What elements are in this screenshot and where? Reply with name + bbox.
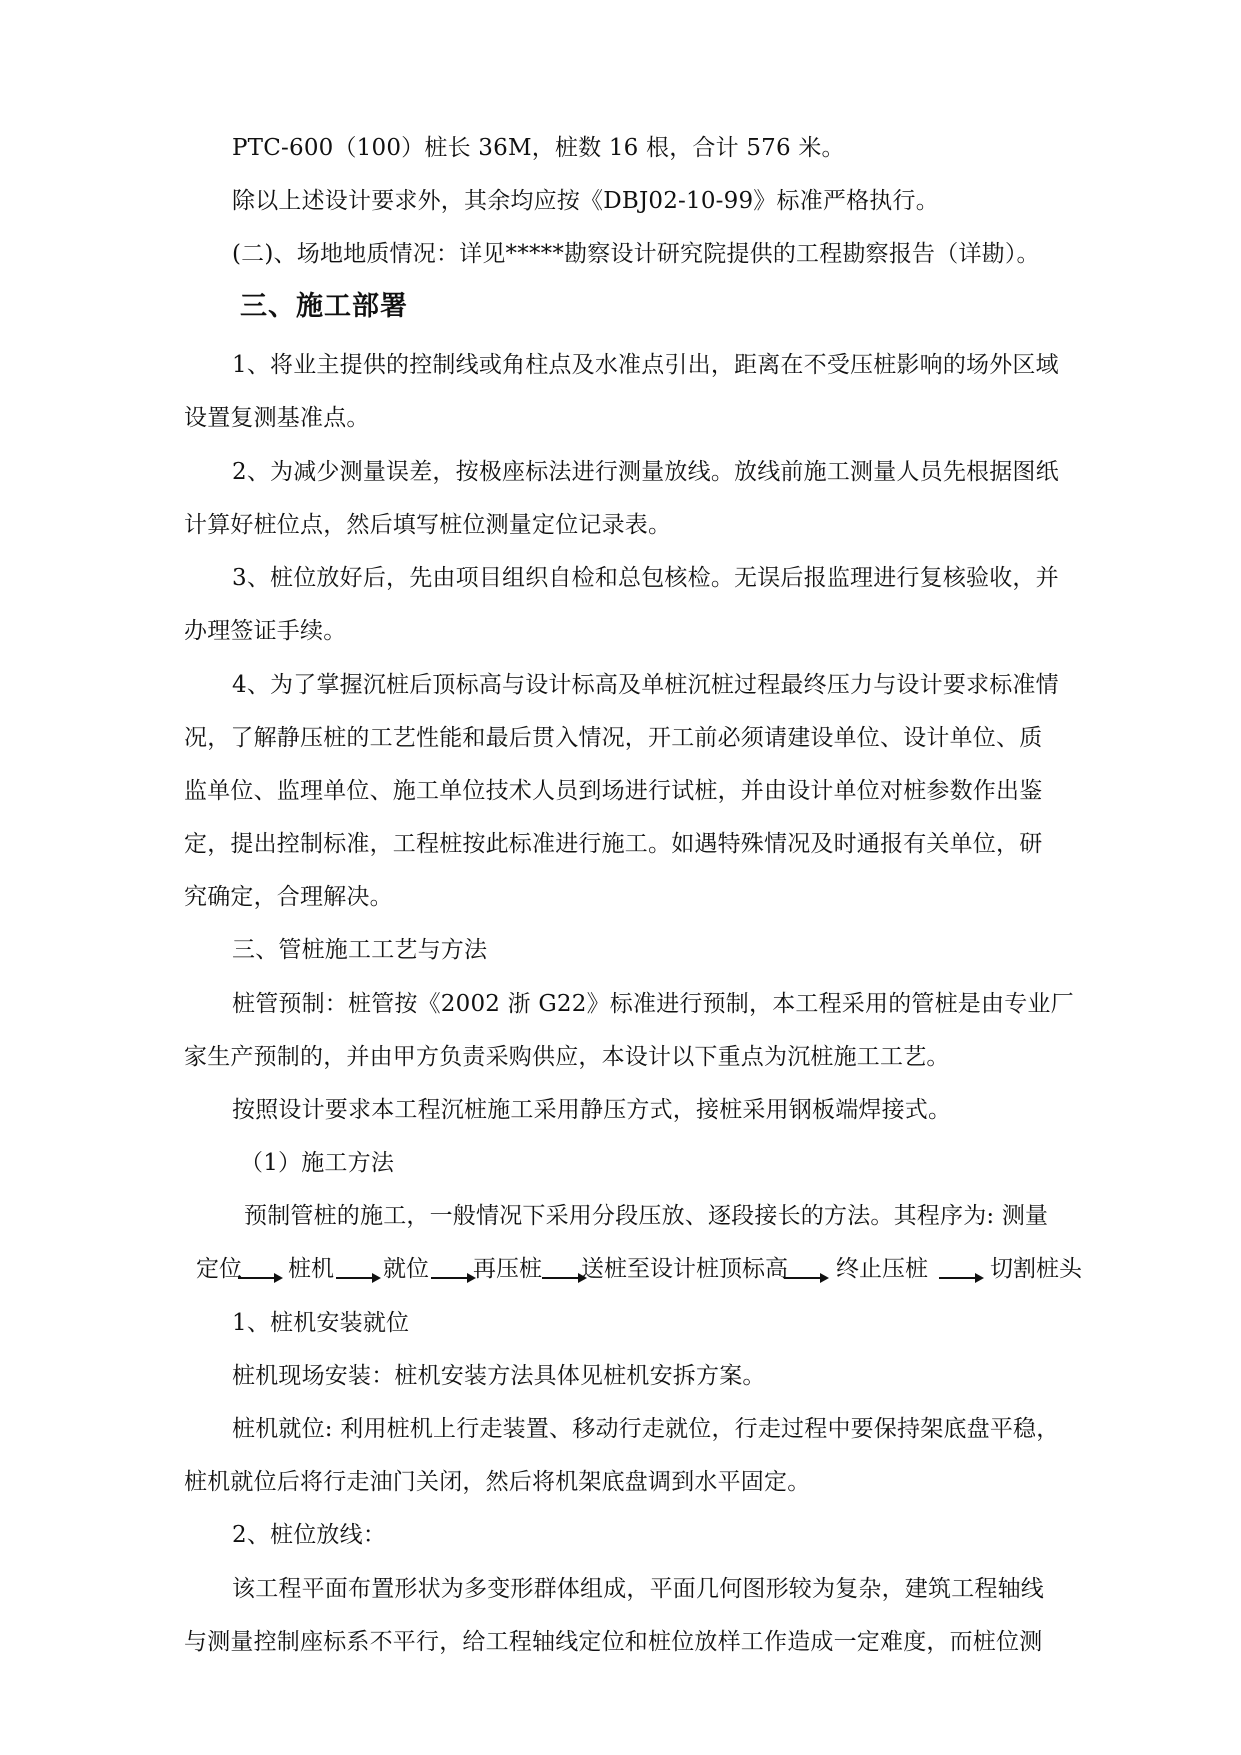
text-line: 2、为减少测量误差，按极座标法进行测量放线。放线前施工测量人员先根据图纸 — [232, 459, 1059, 485]
text-line: 1、桩机安装就位 — [232, 1310, 410, 1336]
text-line: 3、桩位放好后，先由项目组织自检和总包核检。无误后报监理进行复核验收，并 — [232, 565, 1059, 591]
text-line: 桩机就位: 利用桩机上行走装置、移动行走就位，行走过程中要保持架底盘平稳， — [232, 1416, 1060, 1442]
flow-step: 再压桩 — [473, 1256, 542, 1282]
section-subheading: 三、管桩施工工艺与方法 — [232, 937, 488, 963]
text-line: 桩机就位后将行走油门关闭，然后将机架底盘调到水平固定。 — [184, 1469, 811, 1495]
flow-step: 送桩至设计桩顶标高 — [581, 1256, 788, 1282]
text-line: PTC-600（100）桩长 36M，桩数 16 根，合计 576 米。 — [232, 135, 845, 161]
flow-step: 桩机 — [288, 1256, 334, 1282]
section-heading: 三、施工部署 — [240, 291, 408, 322]
text-line: 1、将业主提供的控制线或角柱点及水准点引出，距离在不受压桩影响的场外区域 — [232, 352, 1059, 378]
text-line: 究确定，合理解决。 — [184, 884, 393, 910]
arrow-right-icon — [236, 1264, 284, 1284]
text-line: 2、桩位放线： — [232, 1522, 387, 1548]
flow-step: 终止压桩 — [836, 1256, 928, 1282]
text-line: 办理签证手续。 — [184, 618, 347, 644]
text-line: 监单位、监理单位、施工单位技术人员到场进行试桩，并由设计单位对桩参数作出鉴 — [184, 778, 1043, 804]
arrow-right-icon — [429, 1264, 477, 1284]
text-line: 除以上述设计要求外，其余均应按《DBJ02-10-99》标准严格执行。 — [232, 188, 939, 214]
text-line: 桩管预制：桩管按《2002 浙 G22》标准进行预制，本工程采用的管桩是由专业厂 — [232, 991, 1074, 1017]
arrow-right-icon — [782, 1264, 830, 1284]
flow-step: 定位 — [196, 1256, 242, 1282]
arrow-right-icon — [334, 1264, 382, 1284]
text-line: 按照设计要求本工程沉桩施工采用静压方式，接桩采用钢板端焊接式。 — [232, 1097, 952, 1123]
flow-step: 切割桩头 — [990, 1256, 1082, 1282]
flow-step: 就位 — [383, 1256, 429, 1282]
text-line: 预制管桩的施工，一般情况下采用分段压放、逐段接长的方法。其程序为: 测量 — [244, 1203, 1049, 1229]
text-line: 家生产预制的，并由甲方负责采购供应，本设计以下重点为沉桩施工工艺。 — [184, 1044, 950, 1070]
text-line: 计算好桩位点，然后填写桩位测量定位记录表。 — [184, 512, 672, 538]
text-line: （1）施工方法 — [240, 1150, 395, 1176]
text-line: 4、为了掌握沉桩后顶标高与设计标高及单桩沉桩过程最终压力与设计要求标准情 — [232, 672, 1059, 698]
text-line: 与测量控制座标系不平行，给工程轴线定位和桩位放样工作造成一定难度，而桩位测 — [184, 1629, 1043, 1655]
text-line: 况，了解静压桩的工艺性能和最后贯入情况，开工前必须请建设单位、设计单位、质 — [184, 725, 1043, 751]
text-line: 该工程平面布置形状为多变形群体组成，平面几何图形较为复杂，建筑工程轴线 — [232, 1576, 1044, 1602]
process-flow — [196, 1254, 1096, 1294]
text-line: 设置复测基准点。 — [184, 405, 370, 431]
text-line: (二)、场地地质情况：详见*****勘察设计研究院提供的工程勘察报告（详勘）。 — [232, 241, 1040, 267]
text-line: 定，提出控制标准，工程桩按此标准进行施工。如遇特殊情况及时通报有关单位，研 — [184, 831, 1043, 857]
text-line: 桩机现场安装：桩机安装方法具体见桩机安拆方案。 — [232, 1363, 766, 1389]
arrow-right-icon — [937, 1264, 985, 1284]
